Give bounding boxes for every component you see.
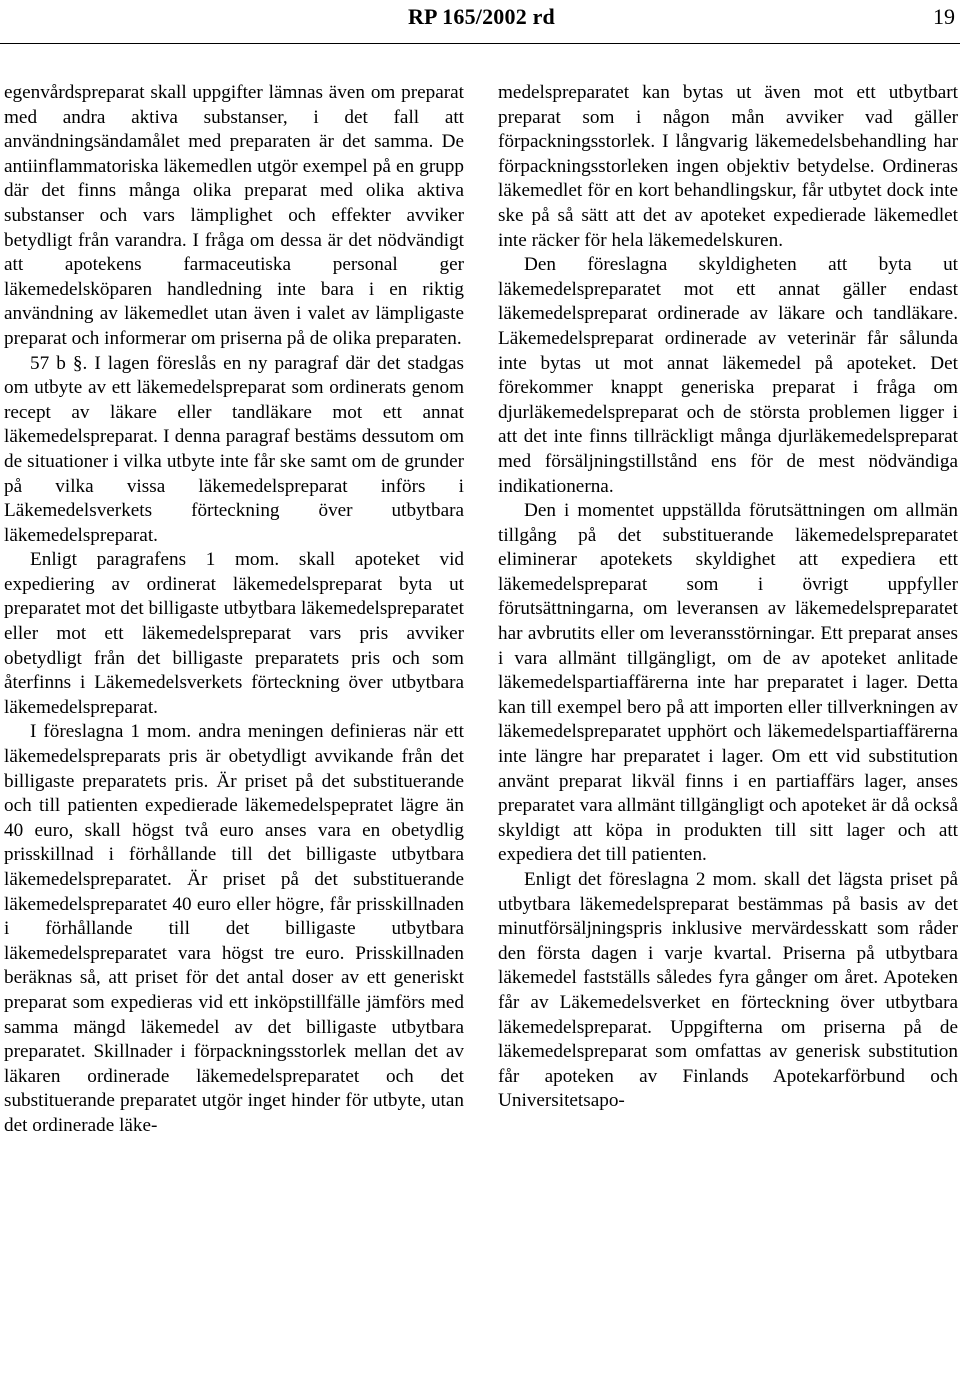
paragraph: Enligt paragrafens 1 mom. skall apoteket vid expediering av ordinerat läkemedelspreparat byta ut preparatet mot det billigaste utbytbara läkemedelspreparatet eller mot ett läkemedelspreparat vars pris avviker obetydligt från det billigaste preparatets pris och som återfinns i Läkemedelsverkets förteckning över utbytbara läkemedelspreparat. xyxy=(4,549,464,718)
document-id: RP 165/2002 rd xyxy=(407,4,555,29)
paragraph: I föreslagna 1 mom. andra meningen definieras när ett läkemedelspreparats pris är obetydligt avvikande från det billigaste preparatets pris. Är priset på det substituerande och till patienten expedierade läkemedelspepratet lägre än 40 euro, skall högst två euro anses vara en obetydlig prisskillnad i förhållande till det billigaste utbytbara läkemedelspreparatet. Är priset på det substituerande läkemedelspreparatet 40 euro eller högre, får prisskillnaden i förhållande till det billigaste utbytbara läkemedelspreparatet vara högst tre euro. Prisskillnaden beräknas så, att priset för det antal doser av ett generiskt preparat som expedieras vid ett inköpstillfälle jämförs med samma mängd läkemedel av det billigaste utbytbara preparatet. Skillnader i förpackningsstorlek mellan det av läkaren ordinerade läkemedelspreparatet och det substituerande preparatet utgör inget hinder för utbyte, utan det ordinerade läke- xyxy=(4,721,464,1136)
paragraph: egenvårdspreparat skall uppgifter lämnas även om preparat med andra aktiva substanser, i det fall att användningsändamålet med preparaten är det samma. De antiinflammatoriska läkemedlen utgör exempel på en grupp där det finns många olika preparat med olika aktiva substanser och vars lämplighet och effekter avviker betydligt från varandra. I fråga om dessa är det nödvändigt att apotekens farmaceutiska personal ger läkemedelsköparen handledning inte bara i en riktig användning av läkemedlet utan även i valet av lämpligaste preparat och informerar om priserna på de olika preparaten. xyxy=(4,82,464,349)
paragraph: medelspreparatet kan bytas ut även mot ett utbytbart preparat som i någon mån avviker vad gäller förpackningsstorlek. I långvarig läkemedelsbehandling har förpackningsstorleken ingen objektiv betydelse. Ordineras läkemedlet för en kort behandlingskur, får utbytet dock inte ske på så sätt att det av apoteket expedierade läkemedlet inte räcker för hela läkemedelskuren. xyxy=(498,82,958,251)
paragraph: Den i momentet uppställda förutsättningen om allmän tillgång på det substituerande läkemedelspreparatet eliminerar apotekets skyldighet att expediera ett läkemedelspreparat som i övrigt uppfyller förutsättningarna, om leveransen av läkemedelspreparatet har avbrutits eller om leveransstörningar. Ett preparat anses i vara allmänt tillgängligt, om de av apoteket anlitade läkemedelspartiaffärerna inte har preparatet i lager. Detta kan till exempel bero på att importen eller tillverkningen av läkemedelspreparatet upphört och läkemedelspartiaffärerna inte längre har preparatet i lager. Om ett vid substitution använt preparat likväl finns i en partiaffärs lager, anses preparatet vara allmänt tillgängligt och apoteket är då också skyldigt att köpa in produkten till sitt lager och att expediera det till patienten. xyxy=(498,500,958,866)
paragraph: Enligt det föreslagna 2 mom. skall det lägsta priset på utbytbara läkemedelspreparat bestämmas på basis av det minutförsäljningspris inklusive mervärdesskatt som råder den första dagen i varje kvartal. Priserna på utbytbara läkemedel fastställs således fyra gånger om året. Apoteken får av Läkemedelsverket en förteckning över utbytbara läkemedelspreparat. Uppgifterna om priserna på de läkemedelspreparat som omfattas av generisk substitution får apoteken av Finlands Apotekarförbund och Universitetsapo- xyxy=(498,869,958,1112)
page-number: 19 xyxy=(933,4,955,29)
paragraph: Den föreslagna skyldigheten att byta ut läkemedelspreparatet mot ett annat gäller endast läkemedelspreparat ordinerade av läkare och tandläkare. Läkemedelspreparat ordinerade av veterinär får sålunda inte bytas ut mot annat läkemedel på apoteket. Det förekommer knappt generiska preparat i fråga om djurläkemedelspreparat och de största problemen ligger i att det inte finns tillräckligt många djurläkemedelspreparat med försäljningstillstånd ens för de mest nödvändiga indikationerna. xyxy=(498,254,958,497)
left-column xyxy=(4,81,464,1139)
right-column xyxy=(498,81,958,1114)
page-header xyxy=(0,0,960,44)
paragraph: 57 b §. I lagen föreslås en ny paragraf där det stadgas om utbyte av ett läkemedelspreparat som ordinerats genom recept av läkare eller tandläkare mot ett annat läkemedelspreparat. I denna paragraf bestäms dessutom om de situationer i vilka utbyte inte får ske samt om de grunder på vilka vissa läkemedelspreparat införs i Läkemedelsverkets förteckning över utbytbara läkemedelspreparat. xyxy=(4,352,464,546)
